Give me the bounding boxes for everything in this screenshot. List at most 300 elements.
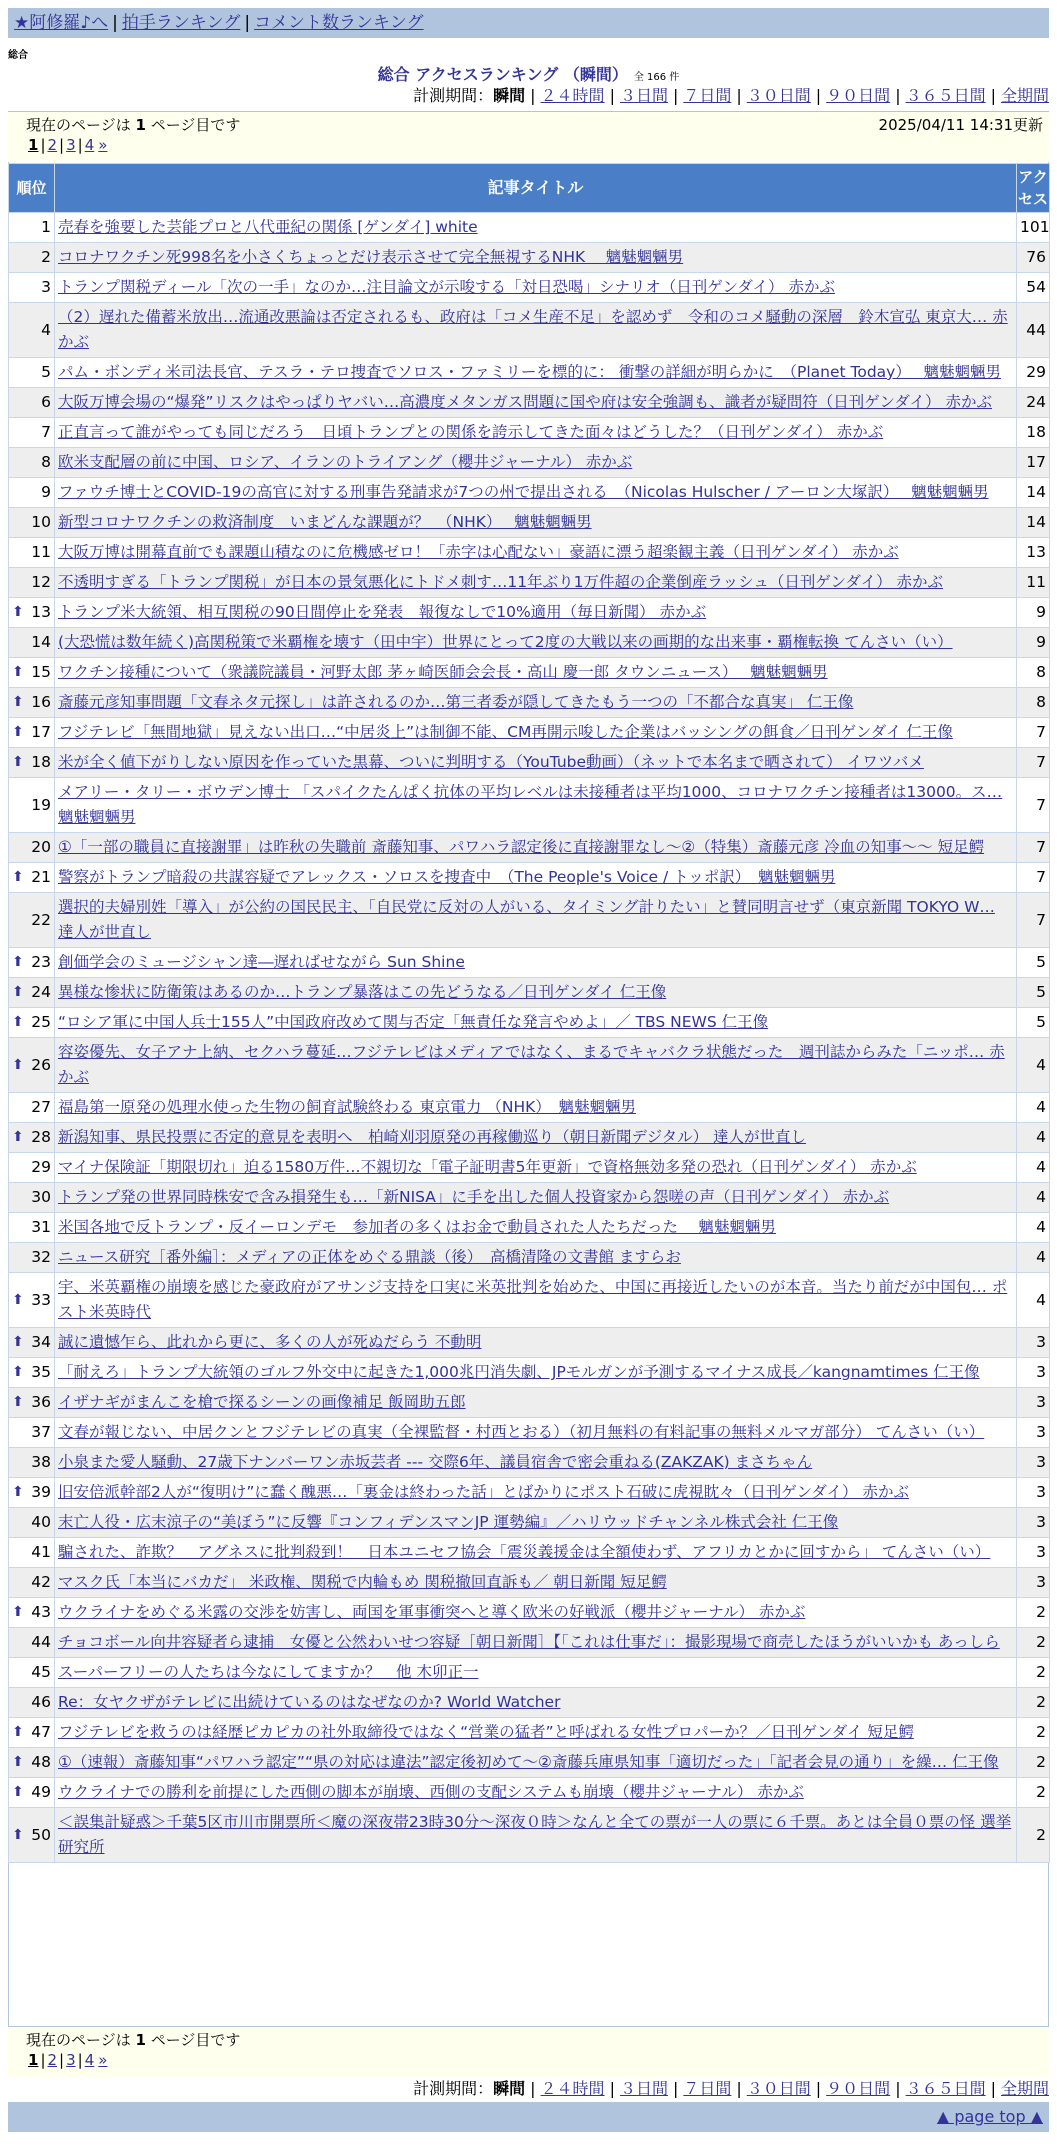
period-current: 瞬間: [493, 2079, 526, 2098]
rank-up-arrow-icon: ⬆: [12, 1604, 24, 1620]
header-rank: 順位: [9, 164, 55, 213]
table-row: [9, 1568, 1050, 1598]
table-row: [9, 688, 1050, 718]
rank-up-arrow-icon: ⬆: [12, 984, 24, 1000]
access-count: 7: [1017, 718, 1050, 748]
table-row: [9, 748, 1050, 778]
rank-cell: [9, 1008, 55, 1038]
rank-number: 36: [31, 1393, 51, 1411]
page-number: 1: [135, 2031, 146, 2049]
period-link-90d[interactable]: ９０日間: [826, 2079, 891, 2098]
article-title-link[interactable]: スーパーフリーの人たちは今なにしてますか？ 他 木卯正一: [58, 1663, 479, 1681]
article-title-link[interactable]: ファウチ博士とCOVID-19の高官に対する刑事告発請求が7つの州で提出される （Nicolas Hulscher / アーロン大塚訳） 魑魅魍魎男: [58, 483, 989, 501]
rank-cell: [9, 1658, 55, 1688]
title-cell: [55, 1478, 1017, 1508]
rank-up-arrow-icon: ⬆: [12, 1334, 24, 1350]
rank-cell: [9, 748, 55, 778]
title-cell: [55, 358, 1017, 388]
rank-cell: [9, 273, 55, 303]
article-title-link[interactable]: 騙された、詐欺？ アグネスに批判殺到！ 日本ユニセフ協会「震災義援金は全額使わず、アフリカとかに回すから」 てんさい（い）: [58, 1543, 991, 1561]
period-link-24h[interactable]: ２４時間: [540, 2079, 605, 2098]
rank-cell: [9, 978, 55, 1008]
article-title-link[interactable]: 選択的夫婦別姓「導入」が公約の国民民主、「自民党に反対の人がいる、タイミング計りたい」と賛同明言せず（東京新聞 TOKYO W… 達人が世直し: [58, 898, 995, 941]
access-count: 2: [1017, 1778, 1050, 1808]
rank-number: 47: [31, 1723, 51, 1741]
access-count: 5: [1017, 948, 1050, 978]
access-count: 29: [1017, 358, 1050, 388]
title-cell: [55, 1598, 1017, 1628]
rank-number: 41: [31, 1543, 51, 1561]
period-selector-top: 計測期間：瞬間 | ２４時間 | ３日間 | ７日間 | ３０日間 | ９０日間 | ３６５日間 | 全期間: [413, 86, 1049, 105]
rank-number: 4: [41, 320, 51, 339]
rank-cell: [9, 1183, 55, 1213]
table-row: [9, 1688, 1050, 1718]
table-row: [9, 1123, 1050, 1153]
rank-up-arrow-icon: ⬆: [12, 724, 24, 740]
table-row: [9, 1328, 1050, 1358]
rank-number: 13: [31, 603, 51, 621]
period-link-3d[interactable]: ３日間: [619, 86, 668, 105]
title-cell: [55, 778, 1017, 833]
access-count: 7: [1017, 893, 1050, 948]
rank-cell: [9, 1273, 55, 1328]
rank-number: 30: [31, 1188, 51, 1206]
access-count: 2: [1017, 1748, 1050, 1778]
table-row: [9, 478, 1050, 508]
period-link-7d[interactable]: ７日間: [683, 2079, 732, 2098]
rank-cell: [9, 718, 55, 748]
title-cell: [55, 1328, 1017, 1358]
access-count: 17: [1017, 448, 1050, 478]
rank-number: 31: [31, 1218, 51, 1236]
table-row: [9, 1418, 1050, 1448]
rank-number: 7: [41, 423, 51, 441]
rank-cell: [9, 1448, 55, 1478]
article-title-link[interactable]: メアリー・タリー・ボウデン博士 「スパイクたんぱく抗体の平均レベルは未接種者は平均1000、コロナワクチン接種者は13000。ス… 魑魅魍魎男: [58, 783, 1003, 826]
access-count: 3: [1017, 1538, 1050, 1568]
period-current: 瞬間: [493, 86, 526, 105]
period-link-30d[interactable]: ３０日間: [746, 86, 811, 105]
title-cell: [55, 1538, 1017, 1568]
title-cell: [55, 833, 1017, 863]
table-row: [9, 863, 1050, 893]
title-cell: [55, 538, 1017, 568]
article-title-link[interactable]: ニュース研究［番外編］：メディアの正体をめぐる鼎談（後） 高橋清隆の文書館 ますらお: [58, 1248, 681, 1266]
rank-up-arrow-icon: ⬆: [12, 869, 24, 885]
article-title-link[interactable]: チョコボール向井容疑者ら逮捕 女優と公然わいせつ容疑［朝日新聞］【「これは仕事だ」：撮影現場で商売したほうがいいかも あっしら: [58, 1633, 1000, 1651]
rank-cell: [9, 1478, 55, 1508]
article-title-link[interactable]: 米が全く値下がりしない原因を作っていた黒幕、ついに判明する（YouTube動画）（ネットで本名まで晒されて） イワツバメ: [58, 753, 924, 771]
article-title-link[interactable]: 新型コロナワクチンの救済制度 いまどんな課題が？ （NHK） 魑魅魍魎男: [58, 513, 592, 531]
article-title-link[interactable]: ＜誤集計疑惑＞千葉5区市川市開票所＜魔の深夜帯23時30分～深夜０時＞なんと全ての票が一人の票に６千票。あとは全員０票の怪 選挙研究所: [58, 1813, 1012, 1856]
rank-number: 3: [41, 278, 51, 296]
applause-ranking-link[interactable]: 拍手ランキング: [121, 13, 241, 33]
access-count: 2: [1017, 1658, 1050, 1688]
rank-cell: [9, 1243, 55, 1273]
title-cell: [55, 1778, 1017, 1808]
article-title-link[interactable]: イザナギがまんこを槍で探るシーンの画像補足 飯岡助五郎: [58, 1393, 466, 1411]
access-count: 8: [1017, 688, 1050, 718]
access-count: 2: [1017, 1598, 1050, 1628]
access-count: 7: [1017, 863, 1050, 893]
table-row: [9, 1658, 1050, 1688]
rank-up-arrow-icon: ⬆: [12, 1291, 24, 1308]
article-title-link[interactable]: コロナワクチン死998名を小さくちょっとだけ表示させて完全無視するNHK 魑魅魍魎男: [58, 248, 684, 266]
rank-cell: [9, 1568, 55, 1598]
access-count: 3: [1017, 1358, 1050, 1388]
access-count: 3: [1017, 1478, 1050, 1508]
article-title-link[interactable]: 欧米支配層の前に中国、ロシア、イランのトライアング（櫻井ジャーナル） 赤かぶ: [58, 453, 633, 471]
rank-number: 42: [31, 1573, 51, 1591]
period-link-7d[interactable]: ７日間: [683, 86, 732, 105]
title-cell: [55, 303, 1017, 358]
home-link[interactable]: ★阿修羅♪へ: [14, 13, 109, 33]
rank-up-arrow-icon: ⬆: [12, 1826, 24, 1843]
rank-cell: [9, 833, 55, 863]
comment-ranking-link[interactable]: コメント数ランキング: [254, 13, 424, 33]
rank-cell: [9, 568, 55, 598]
header-access: アクセス: [1017, 164, 1050, 213]
title-cell: [55, 448, 1017, 478]
article-title-link[interactable]: 「耐えろ」トランプ大統領のゴルフ外交中に起きた1,000兆円消失劇、JPモルガンが予測するマイナス成長／kangnamtimes 仁王像: [58, 1363, 980, 1381]
period-link-30d[interactable]: ３０日間: [746, 2079, 811, 2098]
rank-cell: [9, 1748, 55, 1778]
table-row: [9, 1718, 1050, 1748]
title-cell: [55, 1213, 1017, 1243]
table-row: [9, 303, 1050, 358]
article-title-link[interactable]: 不透明すぎる「トランプ関税」が日本の景気悪化にトドメ刺す…11年ぶり1万件超の企業倒産ラッシュ（日刊ゲンダイ） 赤かぶ: [58, 573, 944, 591]
article-title-link[interactable]: 大阪万博会場の“爆発”リスクはやっぱりヤバい…高濃度メタンガス問題に国や府は安全強調も、識者が疑問符（日刊ゲンダイ） 赤かぶ: [58, 393, 992, 411]
access-count: 7: [1017, 833, 1050, 863]
top-nav-bar: [8, 8, 1049, 38]
ranking-body: [9, 213, 1050, 1863]
title-cell: [55, 718, 1017, 748]
table-row: [9, 1093, 1050, 1123]
table-row: [9, 1038, 1050, 1093]
title-cell: [55, 863, 1017, 893]
access-count: 3: [1017, 1508, 1050, 1538]
separator: |: [244, 13, 251, 33]
title-cell: [55, 748, 1017, 778]
rank-number: 22: [31, 910, 51, 929]
title-cell: [55, 628, 1017, 658]
title-cell: [55, 1358, 1017, 1388]
table-row: [9, 1508, 1050, 1538]
rank-number: 12: [31, 573, 51, 591]
rank-number: 44: [31, 1633, 51, 1651]
access-count: 4: [1017, 1093, 1050, 1123]
title-cell: [55, 978, 1017, 1008]
header-title: 記事タイトル: [55, 164, 1017, 213]
article-title-link[interactable]: Re：女ヤクザがテレビに出続けているのはなぜなのか? World Watcher: [58, 1693, 561, 1711]
article-title-link[interactable]: 警察がトランプ暗殺の共謀容疑でアレックス・ソロスを捜査中 （The People's Voice / トッポ訳） 魑魅魍魎男: [58, 868, 836, 886]
article-title-link[interactable]: パム・ボンディ米司法長官、テスラ・テロ捜査でソロス・ファミリーを標的に： 衝撃の詳細が明らかに （Planet Today） 魑魅魍魎男: [58, 363, 1002, 381]
rank-number: 48: [31, 1753, 51, 1771]
article-title-link[interactable]: 正直言って誰がやっても同じだろう 日頃トランプとの関係を誇示してきた面々はどうした？（日刊ゲンダイ） 赤かぶ: [58, 423, 884, 441]
article-title-link[interactable]: 福島第一原発の処理水使った生物の飼育試験終わる 東京電力 （NHK） 魑魅魍魎男: [58, 1098, 637, 1116]
access-count: 7: [1017, 778, 1050, 833]
rank-cell: [9, 1628, 55, 1658]
article-title-link[interactable]: 小泉また愛人騒動、27歳下ナンバーワン赤坂芸者 --- 交際6年、議員宿舎で密会重ねる(ZAKZAK) まさちゃん: [58, 1453, 813, 1471]
access-count: 13: [1017, 538, 1050, 568]
period-link-365d[interactable]: ３６５日間: [905, 2079, 986, 2098]
rank-number: 10: [31, 513, 51, 531]
access-count: 3: [1017, 1418, 1050, 1448]
article-title-link[interactable]: マスク氏「本当にバカだ」 米政権、関税で内輪もめ 関税撤回直訴も／ 朝日新聞 短足鰐: [58, 1573, 667, 1591]
title-cell: [55, 1718, 1017, 1748]
period-label: 計測期間：: [413, 86, 494, 105]
rank-number: 21: [31, 868, 51, 886]
table-row: [9, 1388, 1050, 1418]
rank-up-arrow-icon: ⬆: [12, 694, 24, 710]
page-link-2[interactable]: 2: [47, 136, 58, 154]
table-row: [9, 1243, 1050, 1273]
page-link-3[interactable]: 3: [66, 136, 76, 154]
title-cell: [55, 1123, 1017, 1153]
rank-cell: [9, 388, 55, 418]
page-info-bottom: [8, 2027, 1049, 2077]
rank-up-arrow-icon: ⬆: [12, 954, 24, 970]
access-count: 76: [1017, 243, 1050, 273]
table-row: [9, 948, 1050, 978]
title-cell: [55, 1388, 1017, 1418]
access-count: 3: [1017, 1328, 1050, 1358]
access-count: 9: [1017, 598, 1050, 628]
rank-cell: [9, 1688, 55, 1718]
rank-cell: [9, 1358, 55, 1388]
table-row: [9, 568, 1050, 598]
pagination-top: 1 | 2 | 3 | 4 »: [28, 136, 108, 154]
page-next[interactable]: »: [98, 136, 108, 154]
access-count: 14: [1017, 478, 1050, 508]
article-title-link[interactable]: マイナ保険証「期限切れ」迫る1580万件…不親切な「電子証明書5年更新」で資格無効多発の恐れ（日刊ゲンダイ） 赤かぶ: [58, 1158, 917, 1176]
title-cell: [55, 1038, 1017, 1093]
title-cell: [55, 1418, 1017, 1448]
period-selector-bottom: 計測期間：瞬間 | ２４時間 | ３日間 | ７日間 | ３０日間 | ９０日間 | ３６５日間 | 全期間: [413, 2079, 1049, 2098]
rank-cell: [9, 1508, 55, 1538]
rank-cell: [9, 1778, 55, 1808]
rank-cell: [9, 1093, 55, 1123]
page-link-3[interactable]: 3: [66, 2051, 76, 2069]
page-link-2[interactable]: 2: [47, 2051, 58, 2069]
table-row: [9, 598, 1050, 628]
access-count: 5: [1017, 978, 1050, 1008]
period-link-90d[interactable]: ９０日間: [826, 86, 891, 105]
rank-up-arrow-icon: ⬆: [12, 1484, 24, 1500]
section-label: 総合: [8, 50, 28, 61]
article-title-link[interactable]: 末亡人役・広末涼子の“美ぼう”に反響『コンフィデンスマンJP 運勢編』／ハリウッドチャンネル株式会社 仁王像: [58, 1513, 839, 1531]
rank-cell: [9, 1718, 55, 1748]
rank-number: 46: [31, 1693, 51, 1711]
table-row: [9, 1153, 1050, 1183]
period-link-all[interactable]: 全期間: [1000, 2079, 1049, 2098]
table-row: [9, 1628, 1050, 1658]
access-count: 3: [1017, 1448, 1050, 1478]
ranking-table: [8, 163, 1050, 1863]
access-count: 11: [1017, 568, 1050, 598]
rank-cell: [9, 418, 55, 448]
rank-cell: [9, 1038, 55, 1093]
title-cell: [55, 1688, 1017, 1718]
page-top-link[interactable]: ▲ page top ▲: [936, 2107, 1043, 2126]
article-title-link[interactable]: “ロシア軍に中国人兵士155人”中国政府改めて関与否定「無責任な発言やめよ」／ TBS NEWS 仁王像: [58, 1013, 769, 1031]
table-row: [9, 213, 1050, 243]
rank-cell: [9, 1388, 55, 1418]
rank-cell: [9, 538, 55, 568]
article-title-link[interactable]: 新潟知事、県民投票に否定的意見を表明へ 柏崎刈羽原発の再稼働巡り（朝日新聞デジタル） 達人が世直し: [58, 1128, 807, 1146]
article-title-link[interactable]: 異様な惨状に防衛策はあるのか…トランプ暴落はこの先どうなる／日刊ゲンダイ 仁王像: [58, 983, 667, 1001]
article-title-link[interactable]: 旧安倍派幹部2人が“復明け”に蠢く醜悪…「裏金は終わった話」とばかりにポスト石破に虎視眈々（日刊ゲンダイ） 赤かぶ: [58, 1483, 909, 1501]
table-row: [9, 893, 1050, 948]
article-title-link[interactable]: 文春が報じない、中居クンとフジテレビの真実（全裸監督・村西とおる）（初月無料の有料記事の無料メルマガ部分） てんさい（い）: [58, 1423, 985, 1441]
pagination-bottom: 1 | 2 | 3 | 4 »: [28, 2051, 108, 2069]
rank-up-arrow-icon: ⬆: [12, 604, 24, 620]
rank-up-arrow-icon: ⬆: [12, 1056, 24, 1073]
rank-up-arrow-icon: ⬆: [12, 1129, 24, 1145]
title-cell: [55, 1273, 1017, 1328]
access-count: 3: [1017, 1388, 1050, 1418]
access-count: 7: [1017, 748, 1050, 778]
table-row: [9, 778, 1050, 833]
access-count: 18: [1017, 418, 1050, 448]
article-title-link[interactable]: 売春を強要した芸能プロと八代亜紀の関係 [ゲンダイ] white: [58, 218, 478, 236]
period-link-365d[interactable]: ３６５日間: [905, 86, 986, 105]
rank-number: 29: [31, 1158, 51, 1176]
article-title-link[interactable]: トランプ発の世界同時株安で含み損発生も…「新NISA」に手を出した個人投資家から怨嗟の声（日刊ゲンダイ） 赤かぶ: [58, 1188, 890, 1206]
rank-number: 11: [31, 543, 51, 561]
page-suffix: ページ目です: [150, 2031, 241, 2049]
title-cell: [55, 478, 1017, 508]
article-title-link[interactable]: ワクチン接種について（衆議院議員・河野太郎 茅ヶ崎医師会会長・高山 慶一郎 タウンニュース） 魑魅魍魎男: [58, 663, 828, 681]
rank-number: 18: [31, 753, 51, 771]
access-count: 4: [1017, 1243, 1050, 1273]
period-link-all[interactable]: 全期間: [1000, 86, 1049, 105]
rank-number: 26: [31, 1055, 51, 1074]
rank-number: 5: [41, 363, 51, 381]
page-next[interactable]: »: [98, 2051, 108, 2069]
rank-cell: [9, 893, 55, 948]
article-title-link[interactable]: ①（速報）斎藤知事“パワハラ認定”“県の対応は違法”認定後初めて～②斎藤兵庫県知事「適切だった」「記者会見の通り」を繰… 仁王像: [58, 1753, 999, 1771]
table-row: [9, 833, 1050, 863]
access-count: 2: [1017, 1688, 1050, 1718]
rank-number: 19: [31, 795, 51, 814]
rank-number: 33: [31, 1290, 51, 1309]
title-cell: [55, 1748, 1017, 1778]
article-title-link[interactable]: 大阪万博は開幕直前でも課題山積なのに危機感ゼロ！「赤字は心配ない」豪語に漂う超楽観主義（日刊ゲンダイ） 赤かぶ: [58, 543, 899, 561]
table-row: [9, 1273, 1050, 1328]
article-title-link[interactable]: ウクライナをめぐる米露の交渉を妨害し、両国を軍事衝突へと導く欧米の好戦派（櫻井ジャーナル） 赤かぶ: [58, 1603, 806, 1621]
title-cell: [55, 1808, 1017, 1863]
article-title-link[interactable]: トランプ米大統領、相互関税の90日間停止を発表 報復なしで10%適用（毎日新聞） 赤かぶ: [58, 603, 707, 621]
article-title-link[interactable]: 米国各地で反トランプ・反イーロンデモ 参加者の多くはお金で動員された人たちだった 魑魅魍魎男: [58, 1218, 776, 1236]
table-row: [9, 358, 1050, 388]
article-title-link[interactable]: 斎藤元彦知事問題「文春ネタ元探し」は許されるのか…第三者委が隠してきたもう一つの「不都合な真実」 仁王像: [58, 693, 854, 711]
table-header-row: [9, 164, 1050, 213]
title-cell: [55, 1448, 1017, 1478]
table-row: [9, 1008, 1050, 1038]
rank-cell: [9, 358, 55, 388]
separator: |: [112, 13, 118, 33]
title-cell: [55, 948, 1017, 978]
table-row: [9, 508, 1050, 538]
rank-number: 27: [31, 1098, 51, 1116]
article-title-link[interactable]: ①「一部の職員に直接謝罪」は昨秋の失職前 斎藤知事、パワハラ認定後に直接謝罪なし～②（特集）斎藤元彦 冷血の知事～～ 短足鰐: [58, 838, 985, 856]
article-title-link[interactable]: フジテレビ「無間地獄」見えない出口…“中居炎上”は制御不能、CM再開示唆した企業はバッシングの餌食／日刊ゲンダイ 仁王像: [58, 723, 953, 741]
table-row: [9, 1213, 1050, 1243]
access-count: 14: [1017, 508, 1050, 538]
access-count: 8: [1017, 658, 1050, 688]
table-row: [9, 1448, 1050, 1478]
access-count: 4: [1017, 1153, 1050, 1183]
article-title-link[interactable]: ウクライナでの勝利を前提にした西側の脚本が崩壊、西側の支配システムも崩壊（櫻井ジャーナル） 赤かぶ: [58, 1783, 804, 1801]
table-row: [9, 1183, 1050, 1213]
title-cell: [55, 388, 1017, 418]
access-count: 54: [1017, 273, 1050, 303]
page-current: 1: [28, 2051, 39, 2069]
article-title-link[interactable]: (大恐慌は数年続く)高関税策で米覇権を壊す（田中宇）世界にとって2度の大戦以来の画期的な出来事・覇権転換 てんさい（い）: [58, 633, 953, 651]
rank-up-arrow-icon: ⬆: [12, 754, 24, 770]
title-cell: [55, 243, 1017, 273]
article-title-link[interactable]: （2）遅れた備蓄米放出…流通改悪論は否定されるも、政府は「コメ生産不足」を認めず 令和のコメ騒動の深層 鈴木宣弘 東京大… 赤かぶ: [58, 308, 1008, 351]
table-row: [9, 1538, 1050, 1568]
access-count: 3: [1017, 1568, 1050, 1598]
page-info-top: [8, 112, 1049, 162]
rank-up-arrow-icon: ⬆: [12, 1014, 24, 1030]
article-title-link[interactable]: 宇、米英覇権の崩壊を感じた豪政府がアサンジ支持を口実に米英批判を始めた、中国に再接近したいのが本音。当たり前だが中国包… ポスト米英時代: [58, 1278, 1008, 1321]
period-link-3d[interactable]: ３日間: [619, 2079, 668, 2098]
rank-number: 6: [41, 393, 51, 411]
title-cell: [55, 273, 1017, 303]
access-count: 2: [1017, 1628, 1050, 1658]
article-title-link[interactable]: フジテレビを救うのは経歴ピカピカの社外取締役ではなく“営業の猛者”と呼ばれる女性プロパーか？／日刊ゲンダイ 短足鰐: [58, 1723, 914, 1741]
title-cell: [55, 598, 1017, 628]
title-cell: [55, 893, 1017, 948]
article-title-link[interactable]: 誠に遺憾乍ら、此れから更に、多くの人が死ぬだらう 不動明: [58, 1333, 482, 1351]
rank-number: 15: [31, 663, 51, 681]
page-prefix: 現在のページは: [26, 116, 131, 134]
page-prefix: 現在のページは: [26, 2031, 131, 2049]
table-row: [9, 1358, 1050, 1388]
access-count: 44: [1017, 303, 1050, 358]
table-row: [9, 718, 1050, 748]
article-title-link[interactable]: 容姿優先、女子アナ上納、セクハラ蔓延…フジテレビはメディアではなく、まるでキャバクラ状態だった 週刊誌からみた「ニッポ… 赤かぶ: [58, 1043, 1005, 1086]
rank-cell: [9, 1213, 55, 1243]
page-current: 1: [28, 136, 39, 154]
rank-up-arrow-icon: ⬆: [12, 1754, 24, 1770]
table-row: [9, 1778, 1050, 1808]
page-number: 1: [135, 116, 146, 134]
article-title-link[interactable]: 創価学会のミュージシャン達―遅ればせながら Sun Shine: [58, 953, 465, 971]
title-cell: [55, 1508, 1017, 1538]
page-link-4[interactable]: 4: [84, 136, 95, 154]
rank-cell: [9, 598, 55, 628]
rank-cell: [9, 948, 55, 978]
page-link-4[interactable]: 4: [84, 2051, 95, 2069]
rank-cell: [9, 1123, 55, 1153]
rank-number: 25: [31, 1013, 51, 1031]
rank-cell: [9, 778, 55, 833]
rank-cell: [9, 448, 55, 478]
access-count: 2: [1017, 1718, 1050, 1748]
access-count: 4: [1017, 1213, 1050, 1243]
table-row: [9, 388, 1050, 418]
table-row: [9, 658, 1050, 688]
article-title-link[interactable]: トランプ関税ディール「次の一手」なのか…注目論文が示唆する「対日恐喝」シナリオ（日刊ゲンダイ） 赤かぶ: [58, 278, 835, 296]
title-cell: [55, 1093, 1017, 1123]
period-link-24h[interactable]: ２４時間: [540, 86, 605, 105]
title-cell: [55, 1568, 1017, 1598]
table-row: [9, 978, 1050, 1008]
